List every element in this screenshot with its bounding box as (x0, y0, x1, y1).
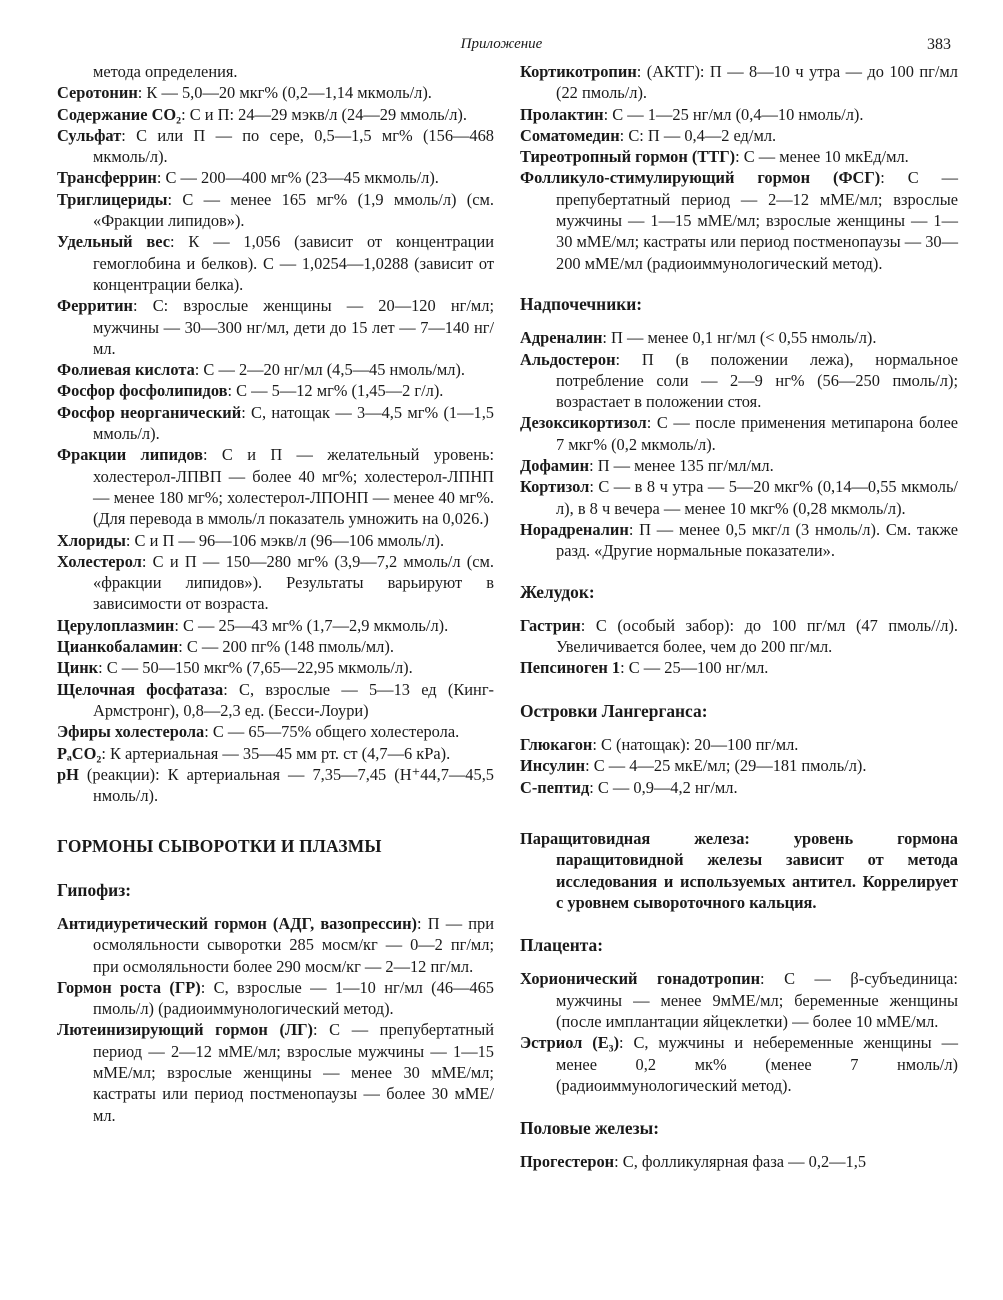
entry-text: : С — 200—400 мг% (23—45 мкмоль/л). (156, 168, 439, 188)
reference-entry (57, 295, 494, 359)
entry-term: Соматомедин (520, 125, 620, 145)
entry-term: Адреналин (520, 328, 603, 348)
reference-entry (57, 359, 494, 380)
entry-term: Церулоплазмин (57, 615, 175, 635)
reference-entry (520, 1151, 958, 1172)
entry-term: Трансферрин (57, 168, 157, 188)
reference-entry (520, 755, 958, 776)
entry-term: Фосфор неорганический (57, 402, 242, 422)
adrenal-list (520, 327, 958, 561)
entry-text: : С — 25—43 мг% (1,7—2,9 мкмоль/л). (174, 615, 449, 635)
reference-entry (520, 615, 958, 658)
reference-entry (57, 231, 494, 295)
entry-term: Антидиуретический гормон (АДГ, вазопрессин) (57, 913, 417, 933)
reference-entry (520, 327, 958, 348)
entry-text: : С, взрослые — 5—13 ед (Кинг-Армстронг), 0,8—2,3 ед. (Бесси-Лоури) (93, 679, 494, 720)
reference-entry (57, 380, 494, 401)
entry-text: : С — в 8 ч утра — 5—20 мкг% (0,14—0,55 мкмоль/л), в 8 ч вечера — менее 10 мкг% (0,28 мкмоль/л). (556, 477, 958, 518)
subsection-title-pituitary: Гипофиз: (57, 879, 131, 900)
entry-term: Щелочная фосфатаза (57, 679, 224, 699)
pituitary-continued-list (520, 61, 958, 274)
entry-text: : С — менее 10 мкЕд/мл. (735, 147, 909, 167)
entry-term: Сульфат (57, 125, 122, 145)
reference-entry (520, 777, 958, 798)
entry-term: Цинк (57, 658, 99, 678)
entry-term: Эфиры холестерола (57, 722, 205, 742)
entry-term: Удельный вес (57, 232, 171, 252)
entry-term: Гормон роста (ГР) (57, 977, 201, 997)
entry-term: Холестерол (57, 551, 142, 571)
subsection-title-stomach: Желудок: (520, 581, 595, 602)
subsection-label: Половые железы (520, 1118, 654, 1139)
entry-term: pH (57, 764, 79, 784)
entry-text: : С — 50—150 мкг% (7,65—22,95 мкмоль/л). (98, 658, 413, 678)
placenta-list (520, 968, 958, 1096)
subsection-label: Желудок (520, 581, 589, 602)
subsection-label: Плацента (520, 935, 598, 956)
parathyroid-note: Паращитовидная железа: уровень гормона паращитовидной железы зависит от метода исследования и используемых антител. Коррелирует с уровнем сывороточного кальция. (520, 828, 958, 912)
entry-term: Дофамин (520, 456, 590, 476)
entry-term: Норадреналин (520, 519, 629, 539)
entry-text: : С — β-субъединица: мужчины — менее 9мМЕ/мл; беременные женщины (после имплантации яйцеклетки) — более 10 мМЕ/мл. (556, 969, 958, 1031)
entry-term: Фолиевая кислота (57, 360, 195, 380)
entry-text: : С — 25—100 нг/мл. (620, 658, 769, 678)
reference-entry (57, 743, 494, 764)
entry-term: Серотонин (57, 83, 138, 103)
pituitary-list (57, 913, 494, 1126)
right-column (520, 61, 958, 1173)
entry-text: : С и П — 96—106 мэкв/л (96—106 ммоль/л). (125, 530, 445, 550)
reference-entry (57, 104, 494, 125)
entry-text: : К — 1,056 (зависит от концентрации гемоглобина и белков). С — 1,0254—1,0288 (зависит от концентрации белка). (93, 232, 494, 294)
entry-text: : С: П — 0,4—2 ед/мл. (619, 125, 777, 145)
reference-entry (520, 125, 958, 146)
entry-text: : С, взрослые — 1—10 нг/мл (46—465 пмоль/л) (радиоиммунологический метод). (93, 977, 494, 1019)
reference-entry (520, 1032, 958, 1096)
entry-term: Кортизол (520, 477, 590, 497)
left-column (57, 61, 494, 1126)
entry-term: Ферритин (57, 296, 133, 316)
subsection-title-gonads: Половые железы: (520, 1118, 659, 1139)
reference-entry (57, 551, 494, 615)
entry-text: : С и П: 24—29 мэкв/л (24—29 ммоль/л). (181, 104, 467, 124)
entry-term: Прогестерон (520, 1152, 615, 1172)
entry-text: : С — 65—75% общего холестерола. (204, 722, 460, 742)
entry-text: : К артериальная — 35—45 мм рт. ст (4,7—6 кРа). (101, 743, 451, 763)
entry-text: : (АКТГ): П — 8—10 ч утра — до 100 пг/мл (22 пмоль/л). (556, 62, 958, 103)
entry-term: С-пептид (520, 777, 590, 797)
entry-term: Содержание CO₂ (57, 104, 182, 124)
entry-term: Тиреотропный гормон (ТТГ) (520, 147, 736, 167)
entry-text: : П — при осмоляльности сыворотки 285 мосм/кг — 0—2 пг/мл; при осмоляльности более 290 мосм/кг — 2—12 пг/мл. (93, 913, 494, 976)
reference-entry (57, 167, 494, 188)
entry-term: Фолликуло-стимулирующий гормон (ФСГ) (520, 168, 881, 188)
entry-text: : С — 0,9—4,2 нг/мл. (589, 777, 738, 797)
reference-entry (520, 349, 958, 413)
reference-entry (57, 657, 494, 678)
reference-entry (57, 402, 494, 445)
reference-entry (57, 636, 494, 657)
entry-text: метода определения. (93, 62, 238, 81)
reference-entry (520, 412, 958, 455)
stomach-list (520, 615, 958, 679)
reference-entry (520, 657, 958, 678)
subsection-title-islets: Островки Лангерганса: (520, 700, 708, 721)
entry-term: Дезоксикортизол (520, 413, 647, 433)
entry-term: Триглицериды (57, 189, 168, 209)
reference-entry (57, 764, 494, 807)
entry-text: : С (особый забор): до 100 пг/мл (47 пмоль//л). Увеличивается более, чем до 200 пг/мл. (556, 615, 958, 657)
entry-term: Фракции липидов (57, 445, 203, 465)
entry-term: Пролактин (520, 104, 604, 124)
reference-entry (520, 476, 958, 519)
lab-values-list (57, 61, 494, 806)
reference-entry (57, 1019, 494, 1125)
entry-text: : С и П — желательный уровень: холестерол-ЛПВП — более 40 мг%; холестерол-ЛПНП — менее 180 мг%; холестерол-ЛПОНП — менее 40 мг%. (Для перевода в ммоль/л показатель умножить на 0,026.) (93, 445, 495, 529)
reference-entry (57, 444, 494, 529)
entry-term: Гастрин (520, 615, 581, 635)
running-head (0, 36, 1003, 56)
entry-text: : П (в положении лежа), нормальное потребление соли — 2—9 нг% (56—250 пмоль/л); возрастает в положении стоя. (556, 349, 958, 412)
reference-entry (57, 977, 494, 1020)
entry-text: : С — препубертатный период — 2—12 мМЕ/мл; взрослые мужчины — 1—15 мМЕ/мл; взрослые женщины — 1—30 мМЕ/мл; кастраты или период постменопаузы — 30—200 мМЕ/мл (радиоиммунологический метод). (556, 168, 958, 273)
entry-term: Кортикотропин (520, 62, 637, 81)
entry-text: : П — менее 0,1 нг/мл (< 0,55 нмоль/л). (602, 328, 877, 348)
entry-text: : С — 1—25 нг/мл (0,4—10 нмоль/л). (603, 104, 864, 124)
entry-text: : С — после применения метипарона более 7 мкг% (0,2 мкмоль/л). (556, 413, 958, 454)
entry-term: Инсулин (520, 756, 586, 776)
entry-text: : С или П — по сере, 0,5—1,5 мг% (156—468 мкмоль/л). (93, 125, 494, 167)
entry-text: : С, натощак — 3—4,5 мг% (1—1,5 ммоль/л). (93, 402, 494, 444)
entry-term: Альдостерон (520, 349, 616, 369)
reference-entry (57, 913, 494, 977)
entry-term: PₐCO₂ (57, 743, 102, 763)
entry-term: Эстриол (E₃) (520, 1033, 620, 1053)
entry-text: : К — 5,0—20 мкг% (0,2—1,14 мкмоль/л). (137, 83, 432, 103)
subsection-title-adrenal: Надпочечники: (520, 293, 643, 314)
subsection-title-placenta: Плацента: (520, 935, 603, 956)
entry-text: : С — менее 165 мг% (1,9 ммоль/л) (см. «Фракции липидов»). (93, 189, 494, 231)
entry-text: (реакции): К артериальная — 7,35—7,45 (H⁺44,7—45,5 нмоль/л). (78, 764, 494, 806)
reference-entry (520, 167, 958, 273)
reference-entry (520, 968, 958, 1032)
gonads-list (520, 1151, 958, 1172)
entry-term: Фосфор фосфолипидов (57, 381, 228, 401)
entry-text: : П — менее 135 пг/мл/мл. (589, 456, 774, 476)
islets-list (520, 734, 958, 798)
entry-text: : С — 5—12 мг% (1,45—2 г/л). (227, 381, 444, 401)
subsection-label: Гипофиз (57, 879, 126, 900)
reference-entry (520, 455, 958, 476)
reference-entry (57, 125, 494, 168)
entry-term: Цианкобаламин (57, 637, 179, 657)
entry-term: Хлориды (57, 530, 126, 550)
reference-entry (520, 146, 958, 167)
reference-entry (57, 530, 494, 551)
reference-entry (520, 734, 958, 755)
entry-text: : С, фолликулярная фаза — 0,2—1,5 (614, 1152, 867, 1172)
entry-term: Лютеинизирующий гормон (ЛГ) (57, 1020, 313, 1040)
running-head-title: Приложение (460, 36, 543, 52)
reference-entry (57, 82, 494, 103)
entry-text: : С (натощак): 20—100 пг/мл. (592, 735, 799, 755)
entry-text: : С — 4—25 мкЕ/мл; (29—181 пмоль/л). (585, 756, 867, 776)
reference-entry (520, 104, 958, 125)
page-number: 383 (927, 36, 951, 53)
entry-text: : С — 2—20 нг/мл (4,5—45 нмоль/мл). (194, 360, 465, 380)
entry-text: : С: взрослые женщины — 20—120 нг/мл; мужчины — 30—300 нг/мл, дети до 15 лет — 7—140 нг/мл. (93, 296, 494, 358)
entry-term: Пепсиноген 1 (520, 658, 621, 678)
entry-term: Глюкагон (520, 735, 593, 755)
entry-text: : С, мужчины и небеременные женщины — менее 0,2 мк% (менее 7 нмоль/л) (радиоиммунологический метод). (556, 1033, 958, 1095)
reference-entry (520, 519, 958, 562)
reference-entry (57, 721, 494, 742)
reference-entry (57, 615, 494, 636)
entry-term: Хорионический гонадотропин (520, 969, 761, 989)
entry-text: : П — менее 0,5 мкг/л (3 нмоль/л). См. также разд. «Другие нормальные показатели». (556, 519, 958, 561)
entry-text: : С — препубертатный период — 2—12 мМЕ/мл; взрослые мужчины — 1—15 мМЕ/мл; взрослые женщины — менее 30 мМЕ/мл; кастраты или период постменопаузы — более 30 мМЕ/мл. (93, 1020, 494, 1125)
subsection-label: Надпочечники (520, 293, 637, 314)
entry-text: : С и П — 150—280 мг% (3,9—7,2 ммоль/л (см. «фракции липидов»). Результаты варьируют в зависимости от возраста. (93, 551, 494, 614)
reference-entry (520, 61, 958, 104)
reference-entry (57, 61, 494, 82)
section-title: ГОРМОНЫ СЫВОРОТКИ И ПЛАЗМЫ (57, 836, 382, 857)
subsection-label: Островки Лангерганса (520, 700, 702, 721)
entry-text: : С — 200 пг% (148 пмоль/мл). (178, 637, 394, 657)
reference-entry (57, 679, 494, 722)
reference-entry (57, 189, 494, 232)
